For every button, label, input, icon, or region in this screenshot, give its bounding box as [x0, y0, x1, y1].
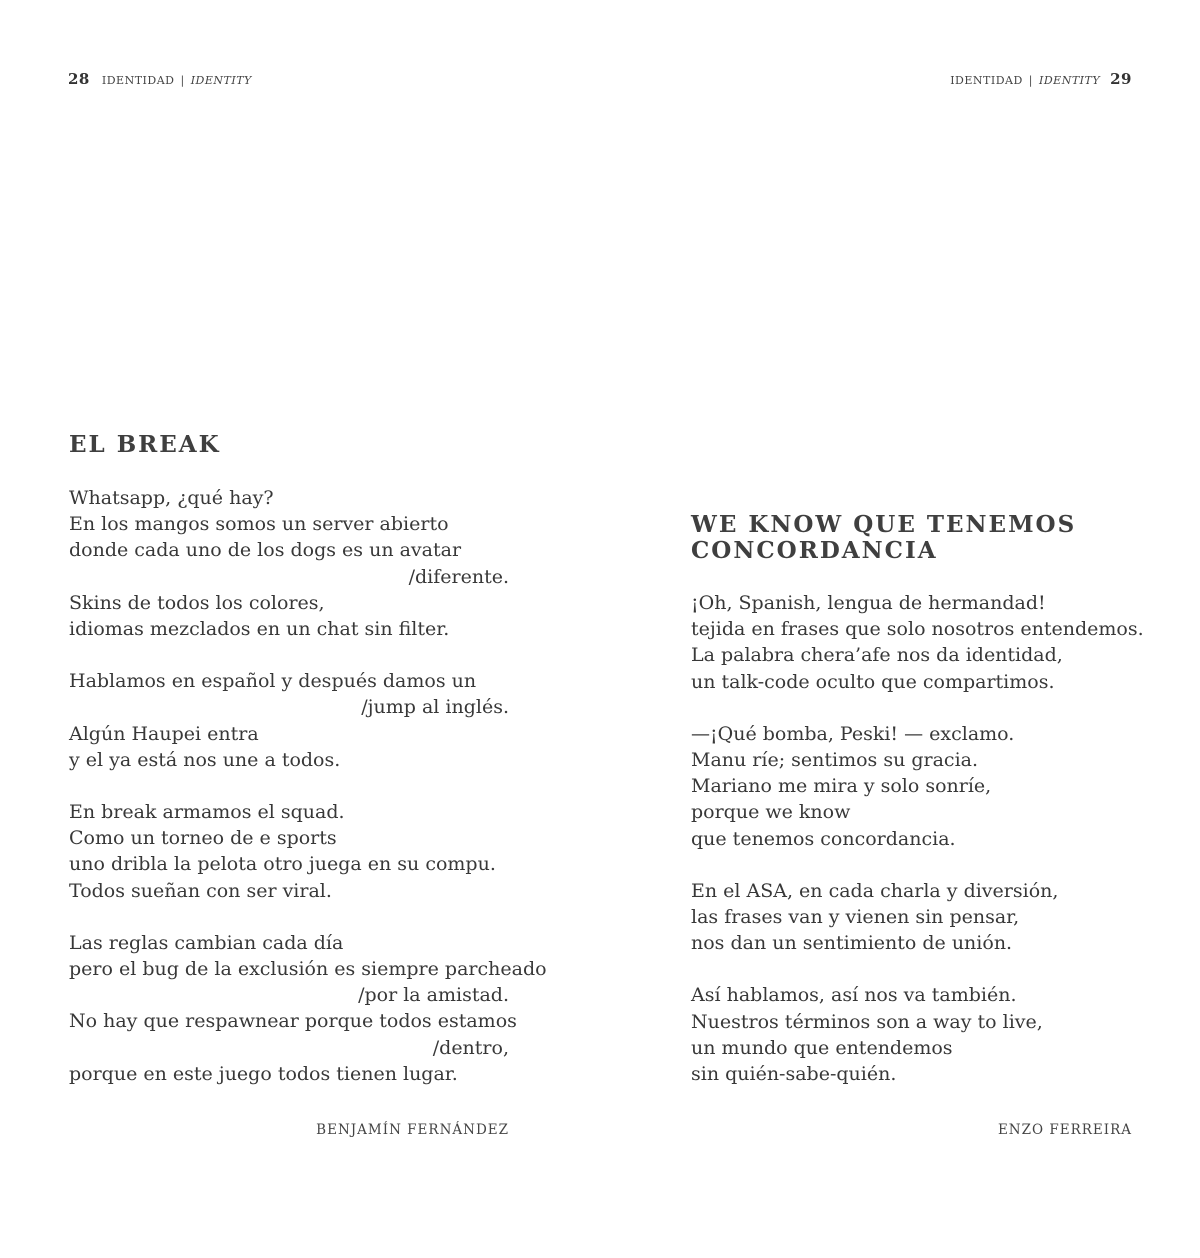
poem-line: /diferente. [408, 565, 509, 588]
poem-line: /por la amistad. [358, 984, 509, 1007]
poem-line: En break armamos el squad. [69, 801, 345, 824]
poem-line: donde cada uno de los dogs es un avatar [69, 539, 462, 562]
poem-body [69, 485, 547, 1113]
poem-line: /dentro, [432, 1036, 509, 1059]
poem-line: las frases van y vienen sin pensar, [691, 906, 1020, 929]
poem-line: tejida en frases que solo nosotros entendemos. [691, 618, 1144, 641]
poem-line: un talk-code oculto que compartimos. [691, 670, 1055, 693]
poem-body [691, 590, 1151, 1113]
poem-line: Nuestros términos son a way to live, [691, 1010, 1043, 1033]
poem-line: La palabra chera’afe nos da identidad, [691, 644, 1063, 667]
poem-line: un mundo que entendemos [691, 1036, 953, 1059]
poem-title-line: CONCORDANCIA [691, 537, 938, 564]
stanza [691, 982, 1151, 1087]
stanza [69, 485, 509, 642]
poem-line: Whatsapp, ¿qué hay? [69, 487, 274, 509]
poem-author: BENJAMÍN FERNÁNDEZ [316, 1122, 509, 1138]
section-separator: | [1028, 74, 1034, 87]
section-label-es: IDENTIDAD [101, 74, 175, 87]
poem-line: Mariano me mira y solo sonríe, [691, 775, 992, 798]
poem-title-line: WE KNOW QUE TENEMOS [691, 511, 1077, 538]
poem-author: ENZO FERREIRA [997, 1122, 1132, 1138]
poem-line: idiomas mezclados en un chat sin filter. [69, 618, 450, 641]
poem-line: porque en este juego todos tienen lugar. [69, 1062, 458, 1085]
poem-line: /jump al inglés. [361, 696, 509, 719]
poem-line: porque we know [691, 801, 851, 824]
running-head-right [950, 70, 1132, 88]
poem-line: ¡Oh, Spanish, lengua de hermandad! [691, 592, 1046, 614]
poem-line: Las reglas cambian cada día [69, 931, 344, 954]
stanza [69, 930, 547, 1087]
poem-line: Como un torneo de e sports [69, 827, 337, 850]
poem-line: pero el bug de la exclusión es siempre parcheado [69, 958, 547, 981]
stanza [691, 878, 1151, 957]
right-page [600, 0, 1200, 1258]
poem-line: En el ASA, en cada charla y diversión, [691, 879, 1059, 902]
page-number: 29 [1110, 70, 1132, 88]
section-label-es: IDENTIDAD [950, 74, 1023, 87]
page-number: 28 [68, 70, 90, 88]
poem-line: Todos sueñan con ser viral. [69, 879, 332, 902]
stanza [69, 668, 509, 773]
poem-line: nos dan un sentimiento de unión. [691, 932, 1013, 955]
section-label-en: IDENTITY [190, 74, 252, 87]
poem-line: Hablamos en español y después damos un [69, 670, 477, 693]
poem-title [691, 512, 1171, 564]
poem-line: En los mangos somos un server abierto [69, 513, 449, 536]
poem-line: Skins de todos los colores, [69, 591, 325, 614]
section-label-en: IDENTITY [1039, 74, 1101, 87]
section-separator: | [180, 74, 185, 87]
stanza [69, 799, 509, 904]
poem-line: No hay que respawnear porque todos estamos [69, 1010, 517, 1033]
poem-line: —¡Qué bomba, Peski! — exclamo. [691, 722, 1015, 745]
poem-line: Algún Haupei entra [69, 722, 259, 745]
poem-line: sin quién-sabe-quién. [691, 1063, 897, 1086]
stanza [691, 721, 1151, 852]
running-head-left [68, 70, 252, 88]
poem-line: Así hablamos, así nos va también. [691, 984, 1017, 1007]
stanza [691, 590, 1151, 695]
poem-line: y el ya está nos une a todos. [69, 748, 341, 771]
poem-line: uno dribla la pelota otro juega en su compu. [69, 853, 496, 876]
poem-line: que tenemos concordancia. [691, 827, 956, 850]
poem-line: Manu ríe; sentimos su gracia. [691, 749, 979, 772]
poem-title: EL BREAK [69, 431, 221, 458]
